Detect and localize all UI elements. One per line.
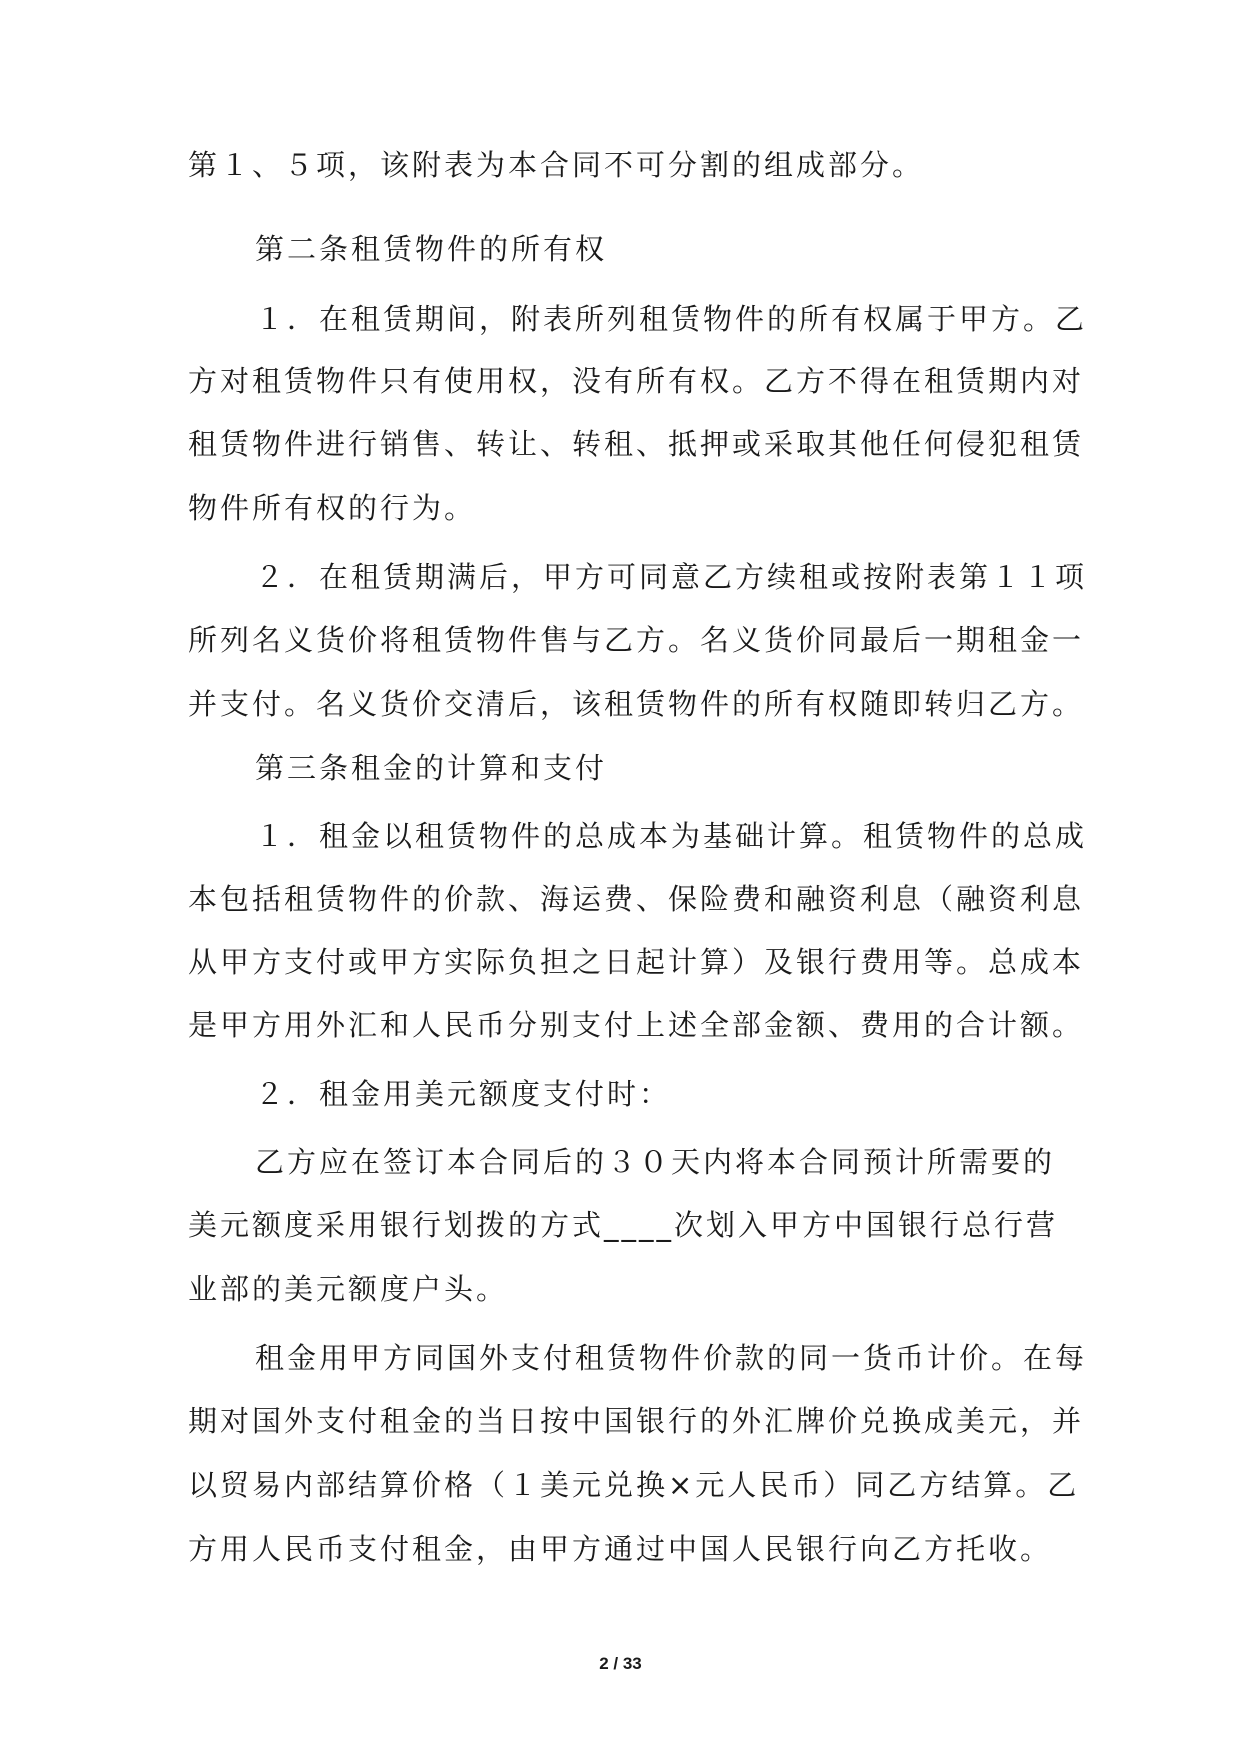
text-line: 并支付。名义货价交清后，该租赁物件的所有权随即转归乙方。	[188, 687, 1085, 721]
text-line: 方用人民币支付租金，由甲方通过中国人民银行向乙方托收。	[188, 1532, 1053, 1566]
text-line: 所列名义货价将租赁物件售与乙方。名义货价同最后一期租金一	[188, 623, 1085, 657]
text-line: 本包括租赁物件的价款、海运费、保险费和融资利息（融资利息	[188, 882, 1085, 916]
text-line: 第１、５项，该附表为本合同不可分割的组成部分。	[188, 148, 925, 182]
text-line: 租赁物件进行销售、转让、转租、抵押或采取其他任何侵犯租赁	[188, 427, 1085, 461]
text-line: 第二条租赁物件的所有权	[255, 232, 608, 266]
text-line: １．租金以租赁物件的总成本为基础计算。租赁物件的总成	[255, 819, 1088, 853]
text-line: 方对租赁物件只有使用权，没有所有权。乙方不得在租赁期内对	[188, 364, 1085, 398]
text-line: １．在租赁期间，附表所列租赁物件的所有权属于甲方。乙	[255, 302, 1088, 336]
text-line: ２．租金用美元额度支付时：	[255, 1077, 672, 1111]
text-line: 物件所有权的行为。	[188, 491, 477, 525]
text-line: 是甲方用外汇和人民币分别支付上述全部金额、费用的合计额。	[188, 1008, 1085, 1042]
text-line: 美元额度采用银行划拨的方式____次划入甲方中国银行总行营	[188, 1208, 1059, 1242]
text-line: 租金用甲方同国外支付租赁物件价款的同一货币计价。在每	[255, 1341, 1088, 1375]
text-line: 从甲方支付或甲方实际负担之日起计算）及银行费用等。总成本	[188, 945, 1085, 979]
text-line: 乙方应在签订本合同后的３０天内将本合同预计所需要的	[255, 1145, 1056, 1179]
text-line: 第三条租金的计算和支付	[255, 751, 608, 785]
text-line: 以贸易内部结算价格（１美元兑换×元人民币）同乙方结算。乙	[188, 1468, 1080, 1502]
text-line: 业部的美元额度户头。	[188, 1272, 509, 1306]
text-line: ２．在租赁期满后，甲方可同意乙方续租或按附表第１１项	[255, 560, 1088, 594]
page-number: 2 / 33	[599, 1654, 642, 1673]
text-line: 期对国外支付租金的当日按中国银行的外汇牌价兑换成美元，并	[188, 1404, 1085, 1438]
